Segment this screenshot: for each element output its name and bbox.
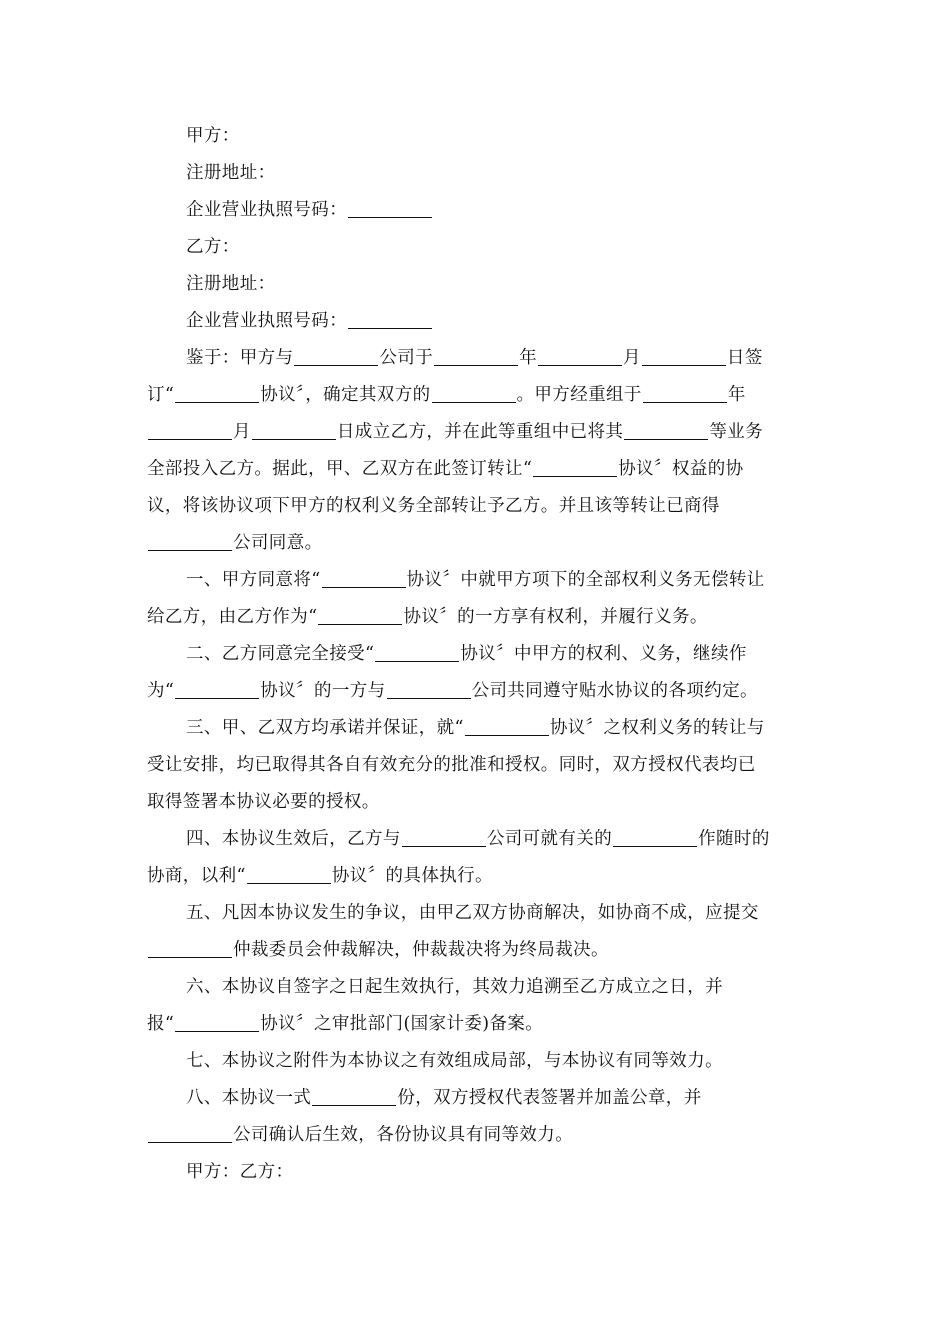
blank-field[interactable] [318, 606, 402, 625]
blank-field[interactable] [402, 828, 486, 847]
whereas-line-5: 议，将该协议项下甲方的权利义务全部转让予乙方。并且该等转让已商得 [147, 496, 720, 516]
blank-field[interactable] [533, 458, 617, 477]
clause-3-line-2: 受让安排，均已取得其各自有效充分的批准和授权。同时，双方授权代表均已 [147, 755, 756, 775]
blank-field[interactable] [148, 421, 232, 440]
party-a-license: 企业营业执照号码： [147, 192, 802, 229]
blank-field[interactable] [175, 384, 259, 403]
party-a-address: 注册地址： [186, 163, 276, 183]
blank-field[interactable] [148, 939, 232, 958]
party-b-address: 注册地址： [186, 274, 276, 294]
whereas-line-4: 全部投入乙方。据此，甲、乙双方在此签订转让“ 协议〞权益的协 [147, 459, 744, 479]
whereas-line-3: 月 日成立乙方，并在此等重组中已将其 等业务 [147, 414, 802, 451]
clause-2-line-2: 为“ 协议〞的一方与 公司共同遵守贴水协议的各项约定。 [147, 681, 758, 701]
clause-1-line-2: 给乙方，由乙方作为“ 协议〞的一方享有权利，并履行义务。 [147, 607, 708, 627]
blank-field[interactable] [312, 1087, 396, 1106]
party-b-license: 企业营业执照号码： [147, 303, 802, 340]
clause-8-line-1: 八、本协议一式 份，双方授权代表签署并加盖公章，并 [186, 1088, 702, 1108]
blank-field[interactable] [247, 865, 331, 884]
blank-field[interactable] [613, 828, 697, 847]
blank-field[interactable] [294, 347, 378, 366]
blank-field[interactable] [322, 569, 406, 588]
blank-field[interactable] [348, 199, 432, 218]
clause-6-line-1: 六、本协议自签字之日起生效执行，其效力追溯至乙方成立之日，并 [186, 977, 723, 997]
whereas-line-1: 鉴于：甲方与 公司于 年 月 日签 [186, 348, 763, 368]
clause-3-line-3: 取得签署本协议必要的授权。 [147, 792, 380, 812]
signature-line: 甲方：乙方： [186, 1162, 294, 1182]
contract-document [147, 118, 802, 1191]
clause-6-line-2: 报“ 协议〞之审批部门(国家计委)备案。 [147, 1014, 544, 1034]
blank-field[interactable] [348, 310, 432, 329]
clause-5-line-2: 仲裁委员会仲裁解决，仲裁裁决将为终局裁决。 [147, 932, 802, 969]
blank-field[interactable] [432, 384, 516, 403]
blank-field[interactable] [434, 347, 518, 366]
whereas-line-6: 公司同意。 [147, 525, 802, 562]
blank-field[interactable] [643, 384, 727, 403]
blank-field[interactable] [624, 421, 708, 440]
clause-4-line-1: 四、本协议生效后，乙方与 公司可就有关的 作随时的 [186, 829, 770, 849]
blank-field[interactable] [252, 421, 336, 440]
blank-field[interactable] [538, 347, 622, 366]
blank-field[interactable] [148, 532, 232, 551]
clause-3-line-1: 三、甲、乙双方均承诺并保证，就“ 协议〞之权利义务的转让与 [186, 718, 765, 738]
clause-8-line-2: 公司确认后生效，各份协议具有同等效力。 [147, 1117, 802, 1154]
whereas-line-2: 订“ 协议〞，确定其双方的 。甲方经重组于 年 [147, 385, 746, 405]
clause-5-line-1: 五、凡因本协议发生的争议，由甲乙双方协商解决，如协商不成，应提交 [186, 903, 759, 923]
blank-field[interactable] [375, 643, 459, 662]
blank-field[interactable] [642, 347, 726, 366]
blank-field[interactable] [465, 717, 549, 736]
blank-field[interactable] [175, 680, 259, 699]
blank-field[interactable] [148, 1124, 232, 1143]
blank-field[interactable] [175, 1013, 259, 1032]
clause-4-line-2: 协商，以利“ 协议〞的具体执行。 [147, 866, 493, 886]
party-a-label: 甲方： [186, 126, 240, 146]
clause-7-line-1: 七、本协议之附件为本协议之有效组成局部，与本协议有同等效力。 [186, 1051, 723, 1071]
clause-2-line-1: 二、乙方同意完全接受“ 协议〞中甲方的权利、义务，继续作 [186, 644, 747, 664]
blank-field[interactable] [387, 680, 471, 699]
clause-1-line-1: 一、甲方同意将“ 协议〞中就甲方项下的全部权利义务无偿转让 [186, 570, 765, 590]
party-b-label: 乙方： [186, 237, 240, 257]
